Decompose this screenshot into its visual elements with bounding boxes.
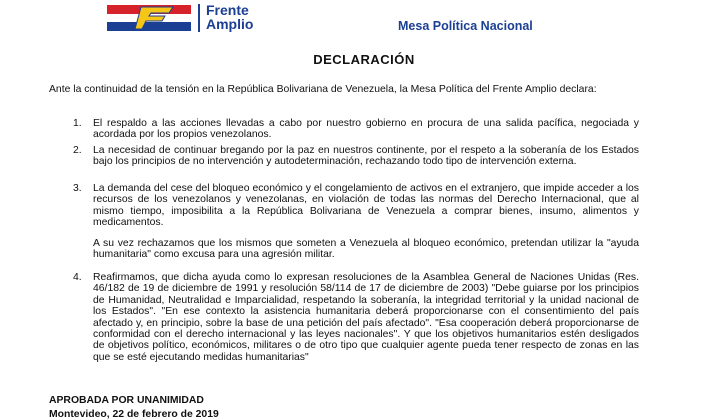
brand-line-1: Frente — [206, 2, 249, 18]
list-item-number: 1. — [73, 118, 82, 129]
brand-name — [206, 3, 253, 31]
approval-statement: APROBADA POR UNANIMIDAD — [49, 395, 204, 406]
list-item-number: 3. — [73, 183, 82, 194]
organization-name: Mesa Política Nacional — [398, 19, 533, 33]
item-3-followup: A su vez rechazamos que los mismos que someten a Venezuela al bloqueo económico, pretendan utilizar la "ayuda humanitaria" como excusa para una agresión militar. — [93, 238, 639, 261]
place-and-date: Montevideo, 22 de febrero de 2019 — [49, 409, 219, 420]
list-item-number: 2. — [73, 145, 82, 156]
list-item-number: 4. — [73, 272, 82, 283]
list-item-text: La necesidad de continuar bregando por la paz en nuestros continente, por el respeto a la soberanía de los Estados bajo los principios de no intervención y autodeterminación, rechazando todo tipo de intervención externa. — [93, 145, 639, 168]
brand-line-2: Amplio — [206, 16, 254, 32]
intro-paragraph: Ante la continuidad de la tensión en la República Bolivariana de Venezuela, la Mesa Política del Frente Amplio declara: — [49, 84, 597, 95]
frente-amplio-logo — [107, 5, 191, 31]
list-item-text: La demanda del cese del bloqueo económico y el congelamiento de activos en el extranjero, que impide acceder a los recursos de los venezolanos y venezolanas, en violación de todas las normas del Derecho Internacional, que al mismo tiempo, imposibilita a la República Bolivariana de Venezuela a comprar bienes, insumo, alimentos y medicamentos. — [93, 183, 639, 229]
document-title: DECLARACIÓN — [313, 52, 415, 67]
list-item-text: El respaldo a las acciones llevadas a cabo por nuestro gobierno en procura de una salida pacífica, negociada y acordada por los propios venezolanos. — [93, 118, 639, 141]
list-item-text: Reafirmamos, que dicha ayuda como lo expresan resoluciones de la Asamblea General de Naciones Unidas (Res. 46/182 de 19 de diciembre de 1991 y resolución 58/114 de 17 de diciembre de 2003) "Debe guiarse por los principios de Humanidad, Neutralidad e Imparcialidad, respetando la soberanía, la integridad territorial y la unidad nacional de los Estados". "En ese contexto la asistencia humanitaria deberá proporcionarse con el consentimiento del país afectado y, en principio, sobre la base de una petición del país afectado". "Esa cooperación deberá proporcionarse de conformidad con el derecho internacional y las leyes nacionales". Y que los objetivos humanitarios estén desligados de objetivos político, económicos, militares o de otro tipo que cualquier agente pueda tener respecto de zonas en las que se esté ejecutando medidas humanitarias" — [93, 272, 639, 363]
logo-divider — [198, 4, 200, 32]
